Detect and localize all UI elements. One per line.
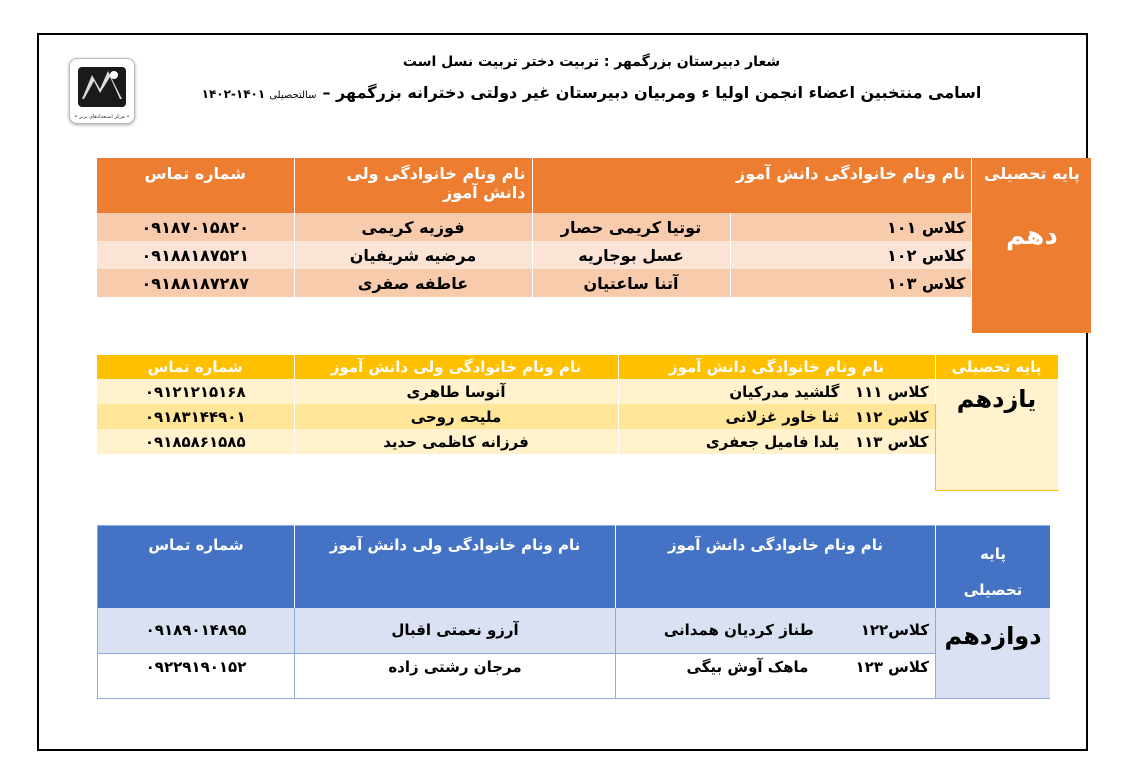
student-name: ماهک آوش بیگی — [686, 657, 809, 676]
student-name-cell: توتیا کریمی حصار — [532, 213, 730, 241]
logo-graphic-icon — [70, 59, 134, 111]
class-cell: کلاس ۱۰۳ — [730, 269, 972, 297]
phone-cell: ۰۹۱۸۸۱۸۷۵۲۱ — [97, 241, 294, 269]
grade-12-table — [97, 525, 1051, 699]
class-student-cell — [618, 429, 935, 454]
column-header-parent: نام ونام خانوادگی ولی دانش آموز — [294, 158, 532, 213]
class-label: کلاس ۱۲۳ — [855, 657, 929, 676]
table-row — [97, 269, 1092, 297]
school-year-value: ۱۴۰۱-۱۴۰۲ — [201, 87, 266, 101]
class-student-cell — [618, 379, 935, 404]
class-student-cell — [616, 653, 936, 698]
page-title — [160, 83, 1023, 102]
class-label: کلاس۱۲۲ — [860, 621, 929, 640]
table-filler-row — [97, 297, 1092, 333]
column-header-phone: شماره تماس — [98, 526, 295, 609]
table-row — [98, 608, 1051, 653]
column-header-student: نام ونام خانوادگی دانش آموز — [616, 526, 936, 609]
class-cell: کلاس ۱۰۱ — [730, 213, 972, 241]
table-row — [97, 241, 1092, 269]
column-header-phone: شماره تماس — [97, 355, 294, 379]
column-header-student: نام ونام خانوادگی دانش آموز — [730, 158, 972, 213]
parent-name-cell: ملیحه روحی — [294, 404, 618, 429]
student-name-cell: عسل بوجاریه — [532, 241, 730, 269]
class-student-cell — [616, 608, 936, 653]
header-spacer — [532, 158, 730, 213]
table-header-row — [98, 526, 1051, 609]
class-cell: کلاس ۱۰۲ — [730, 241, 972, 269]
grade-name: یازدهم — [935, 379, 1058, 490]
table-row — [97, 213, 1092, 241]
phone-cell: ۰۹۲۲۹۱۹۰۱۵۲ — [98, 653, 295, 698]
school-motto: شعار دبیرستان بزرگمهر : تربیت دختر تربیت نسل است — [402, 54, 781, 70]
page-title-text: اسامی منتخبین اعضاء انجمن اولیا ء ومربیان دبیرستان غیر دولتی دخترانه بزرگمهر – — [322, 83, 982, 102]
student-name: طناز کردیان همدانی — [663, 621, 814, 640]
phone-cell: ۰۹۱۸۸۱۸۷۲۸۷ — [97, 269, 294, 297]
column-header-parent: نام ونام خانوادگی ولی دانش آموز — [294, 355, 618, 379]
grade-name: دوازدهم — [936, 608, 1051, 698]
grade-10-table — [97, 158, 1092, 333]
phone-cell: ۰۹۱۸۷۰۱۵۸۲۰ — [97, 213, 294, 241]
class-label: کلاس ۱۱۳ — [854, 432, 929, 451]
student-name: گلشید مدرکیان — [729, 382, 840, 401]
table-row — [97, 404, 1058, 429]
school-year-label: سالتحصیلی — [269, 90, 317, 101]
column-header-grade: پایه تحصیلی — [935, 355, 1058, 379]
column-header-grade — [936, 526, 1051, 609]
school-logo — [69, 58, 135, 124]
table-row — [97, 429, 1058, 454]
parent-name-cell: آرزو نعمتی اقبال — [295, 608, 616, 653]
column-header-phone: شماره تماس — [97, 158, 294, 213]
student-name-cell: آتنا ساعتیان — [532, 269, 730, 297]
column-header-grade: پایه تحصیلی — [972, 158, 1092, 213]
column-header-parent: نام ونام خانوادگی ولی دانش آموز — [295, 526, 616, 609]
class-student-cell — [618, 404, 935, 429]
phone-cell: ۰۹۱۸۳۱۴۴۹۰۱ — [97, 404, 294, 429]
student-name: یلدا فامیل جعفری — [705, 432, 840, 451]
parent-name-cell: عاطفه صفری — [294, 269, 532, 297]
grade-name: دهم — [972, 213, 1092, 333]
grade-11-table — [97, 355, 1059, 491]
table-row — [98, 653, 1051, 698]
phone-cell: ۰۹۱۸۹۰۱۴۸۹۵ — [98, 608, 295, 653]
table-filler-row — [97, 454, 1058, 490]
logo-caption: • مرکز استعدادهای برتر • — [74, 114, 130, 120]
class-label: کلاس ۱۱۱ — [854, 382, 929, 401]
table-row — [97, 379, 1058, 404]
phone-cell: ۰۹۱۲۱۲۱۵۱۶۸ — [97, 379, 294, 404]
table-header-row — [97, 355, 1058, 379]
column-header-student: نام ونام خانوادگی دانش آموز — [618, 355, 935, 379]
student-name: ثنا خاور غزلانی — [725, 407, 840, 426]
class-label: کلاس ۱۱۲ — [854, 407, 929, 426]
grade-header-line1: پایه — [980, 545, 1006, 563]
parent-name-cell: فوزیه کریمی — [294, 213, 532, 241]
table-header-row — [97, 158, 1092, 213]
phone-cell: ۰۹۱۸۵۸۶۱۵۸۵ — [97, 429, 294, 454]
parent-name-cell: فرزانه کاظمی حدید — [294, 429, 618, 454]
grade-header-line2: تحصیلی — [963, 581, 1023, 599]
parent-name-cell: آنوسا طاهری — [294, 379, 618, 404]
parent-name-cell: مرجان رشتی زاده — [295, 653, 616, 698]
parent-name-cell: مرضیه شریفیان — [294, 241, 532, 269]
